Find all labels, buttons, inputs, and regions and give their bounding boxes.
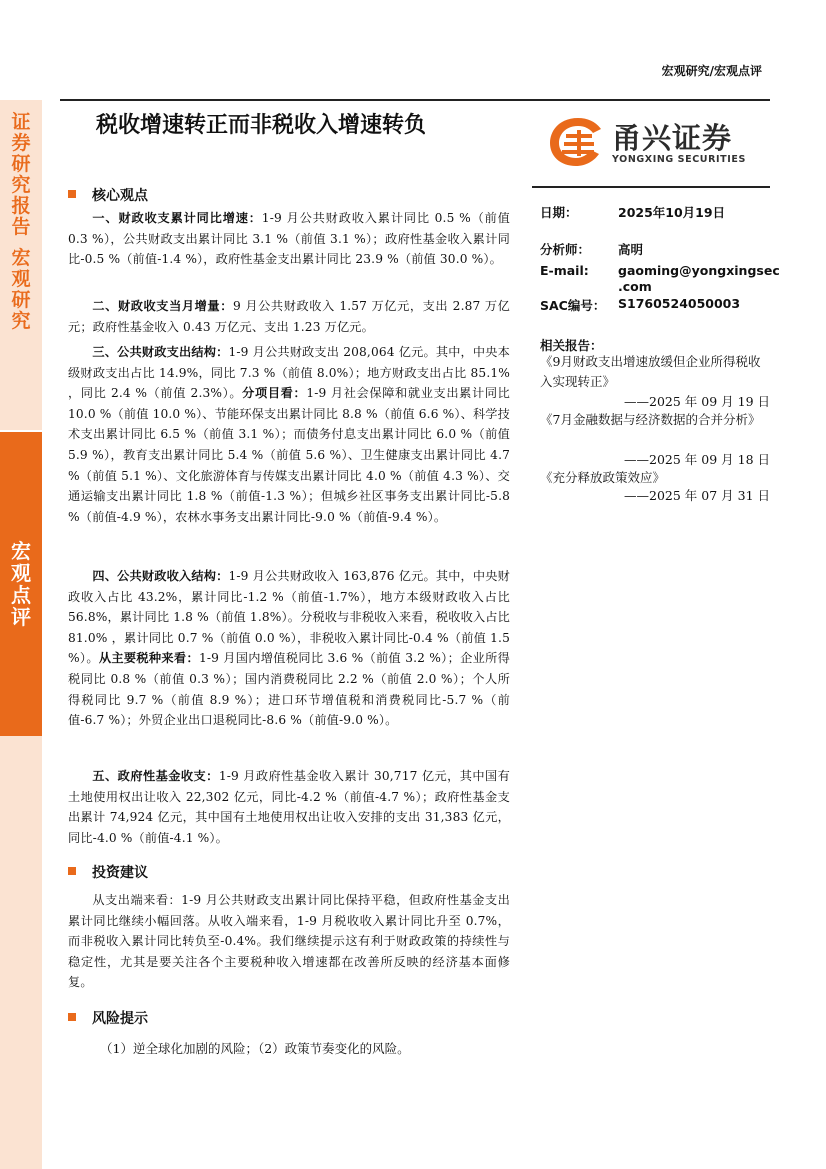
- related-reports-title: 相关报告：: [540, 338, 603, 353]
- section-risk: 风险提示: [68, 1008, 148, 1028]
- invest-text: 从支出端来看：1-9 月公共财政支出累计同比保持平稳，但政府性基金支出累计同比继续小幅回落。从收入端来看，1-9 月税收收入累计同比升至 0.7%，而非税收入累计同比转负至-0.4%。我们继续提示这有利于财政政策的持续性与稳定性，尤其是要关注各个主要税种收入增速都在改善所反映的经济基本面修复。: [68, 893, 510, 990]
- related-report-date: ——2025 年 07 月 31 日: [624, 488, 770, 503]
- header-tag: 宏观研究/宏观点评: [661, 64, 762, 78]
- section-core: 核心观点: [68, 185, 148, 205]
- core-point-2: 二、财政收支当月增量：9 月公共财政收入 1.57 万亿元，支出 2.87 万亿元；政府性基金收入 0.43 万亿元、支出 1.23 万亿元。: [68, 299, 511, 334]
- core-point-5: 五、政府性基金收支：1-9 月政府性基金收入累计 30,717 亿元，其中国有土地使用权出让收入 22,302 亿元，同比-4.2 %（前值-4.7 %）；政府性基金支出累计 74,924 亿元，其中国有土地使用权出让收入安排的支出 31,383 亿元，同比-4.0 %（前值-4.1 %）。: [68, 769, 511, 845]
- core-point-3: 三、公共财政支出结构：1-9 月公共财政支出 208,064 亿元。其中，中央本级财政支出占比 14.9%，同比 7.3 %（前值 8.0%）；地方财政支出占比 85.1% ，同比 2.4 %（前值 2.3%）。分项目看：1-9 月社会保障和就业支出累计同比 10.0 %（前值 10.0 %）、节能环保支出累计同比 8.8 %（前值 6.6 %）、科学技术支出累计同比 6.5 %（前值 3.1 %）；而债务付息支出累计同比 6.0 %（前值 5.9 %），教育支出累计同比 5.4 %（前值 5.6 %）、卫生健康支出累计同比 4.7 %（前值 5.1 %）、文化旅游体育与传媒支出累计同比 4.0 %（前值 4.3 %）、交通运输支出累计同比 1.8 %（前值-1.3 %）；但城乡社区事务支出累计同比-5.8 %（前值-4.9 %），农林水事务支出累计同比-9.0 %（前值-9.4 %）。: [68, 345, 511, 524]
- company-logo: [546, 112, 766, 172]
- section-invest: 投资建议: [68, 862, 148, 882]
- bullet-square-icon: [68, 190, 76, 198]
- related-report-date: ——2025 年 09 月 18 日: [624, 452, 770, 467]
- related-report-link[interactable]: 《9月财政支出增速放缓但企业所得税收入实现转正》: [540, 354, 761, 389]
- risk-text: （1）逆全球化加剧的风险；（2）政策节奏变化的风险。: [100, 1041, 410, 1056]
- header-rule: [60, 99, 770, 101]
- core-point-1: 一、财政收支累计同比增速：1-9 月公共财政收入累计同比 0.5 %（前值 0.3 %），公共财政支出累计同比 3.1 %（前值 3.1 %）；政府性基金收入累计同比-0.5 %（前值-1.4 %），政府性基金支出累计同比 23.9 %（前值 30.0 %）。: [68, 211, 511, 267]
- logo-text-cn: 甬兴证券: [612, 121, 733, 155]
- core-point-4: 四、公共财政收入结构：1-9 月公共财政收入 163,876 亿元。其中，中央财政收入占比 43.2%，累计同比-1.2 %（前值-1.7%），地方本级财政收入占比 56.8%，累计同比 1.8 %（前值 1.8%）。分税收与非税收入来看，税收收入占比 81.0% ，累计同比 0.7 %（前值 0.0 %），非税收入累计同比-0.4 %（前值 1.5 %）。从主要税种来看：1-9 月国内增值税同比 3.6 %（前值 3.2 %）；企业所得税同比 0.8 %（前值 0.3 %）；国内消费税同比 2.2 %（前值 2.0 %）；个人所得税同比 9.7 %（前值 8.9 %）；进口环节增值税和消费税同比-5.7 %（前值-6.7 %）；外贸企业出口退税同比-8.6 %（前值-9.0 %）。: [68, 569, 511, 728]
- logo-text-en: YONGXING SECURITIES: [612, 154, 746, 165]
- related-report-link[interactable]: 《7月金融数据与经济数据的合并分析》: [540, 412, 761, 427]
- sidebar-label-category: 宏 观 点 评: [11, 539, 31, 629]
- related-report-date: ——2025 年 09 月 19 日: [624, 394, 770, 409]
- logo-rule: [532, 186, 770, 188]
- sidebar-bottom-band: [0, 736, 42, 1169]
- sidebar-label-report-type: 证 券 研 究 报 告 宏 观 研 究: [11, 111, 31, 332]
- email-link[interactable]: gaoming@yongxingsec: [618, 263, 780, 278]
- bullet-square-icon: [68, 867, 76, 875]
- bullet-square-icon: [68, 1013, 76, 1021]
- page-title: 税收增速转正而非税收入增速转负: [96, 113, 427, 138]
- logo-mark-icon: [546, 114, 606, 170]
- related-report-link[interactable]: 《充分释放政策效应》: [540, 470, 666, 485]
